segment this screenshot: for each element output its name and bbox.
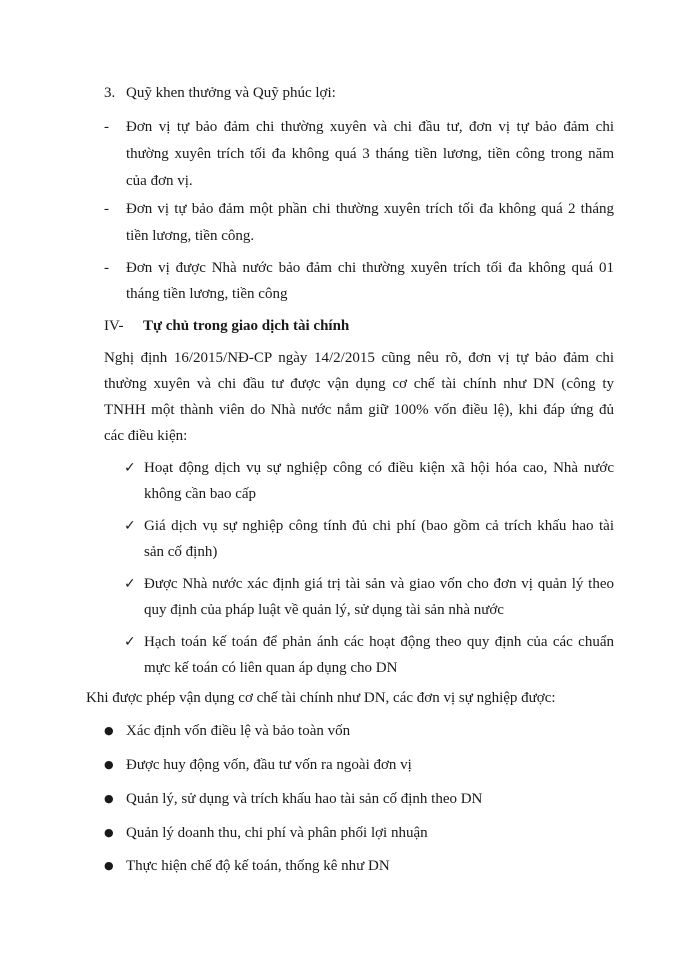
dash-item-2-line-2: tiền lương, tiền công. <box>126 228 255 244</box>
check-item-4-line-2: mực kế toán có liên quan áp dụng cho DN <box>144 660 398 676</box>
lead-text: Khi được phép vận dụng cơ chế tài chính như DN, các đơn vị sự nghiệp được: <box>86 690 556 706</box>
bullet-icon: ● <box>104 758 114 771</box>
check-item-2-line-1: Giá dịch vụ sự nghiệp công tính đủ chi phí (bao gồm cả trích khấu hao tài <box>144 518 614 534</box>
bullet-icon: ● <box>104 826 114 839</box>
bullet-icon: ● <box>104 724 114 737</box>
dash-item-1-line-3: của đơn vị. <box>126 173 193 189</box>
heading-4-number: IV- <box>104 318 124 334</box>
dash-item-3-line-2: tháng tiền lương, tiền công <box>126 286 288 302</box>
bullet-item-5: Thực hiện chế độ kế toán, thống kê như DN <box>126 858 390 874</box>
bullet-icon: ● <box>104 792 114 805</box>
bullet-item-2: Được huy động vốn, đầu tư vốn ra ngoài đơn vị <box>126 757 412 773</box>
checkmark-icon: ✓ <box>124 634 136 650</box>
dash-item-1-line-2: thường xuyên trích tối đa không quá 3 tháng tiền lương, tiền công trong năm <box>126 146 614 162</box>
dash-marker: - <box>104 260 109 276</box>
dash-item-1-line-1: Đơn vị tự bảo đảm chi thường xuyên và chi đầu tư, đơn vị tự bảo đảm chi <box>126 119 614 135</box>
bullet-item-4: Quản lý doanh thu, chi phí và phân phối lợi nhuận <box>126 825 428 841</box>
check-item-2-line-2: sản cố định) <box>144 544 218 560</box>
intro-line-3: TNHH một thành viên do Nhà nước nắm giữ 100% vốn điều lệ), khi đáp ứng đủ <box>104 402 614 418</box>
bullet-item-1: Xác định vốn điều lệ và bảo toàn vốn <box>126 723 351 739</box>
section-3-title: Quỹ khen thưởng và Quỹ phúc lợi: <box>126 85 336 101</box>
checkmark-icon: ✓ <box>124 576 136 592</box>
checkmark-icon: ✓ <box>124 460 136 476</box>
check-item-3-line-1: Được Nhà nước xác định giá trị tài sản và giao vốn cho đơn vị quản lý theo <box>144 576 614 592</box>
checkmark-icon: ✓ <box>124 518 136 534</box>
check-item-3-line-2: quy định của pháp luật về quản lý, sử dụng tài sản nhà nước <box>144 602 504 618</box>
dash-item-2-line-1: Đơn vị tự bảo đảm một phần chi thường xuyên trích tối đa không quá 2 tháng <box>126 201 614 217</box>
intro-line-2: thường xuyên và chi đầu tư được vận dụng cơ chế tài chính như DN (công ty <box>104 376 614 392</box>
check-item-1-line-2: không cần bao cấp <box>144 486 257 502</box>
dash-item-3-line-1: Đơn vị được Nhà nước bảo đảm chi thường xuyên trích tối đa không quá 01 <box>126 260 614 276</box>
section-3-number: 3. <box>104 85 116 101</box>
check-item-1-line-1: Hoạt động dịch vụ sự nghiệp công có điều kiện xã hội hóa cao, Nhà nước <box>144 460 614 476</box>
intro-line-1: Nghị định 16/2015/NĐ-CP ngày 14/2/2015 cũng nêu rõ, đơn vị tự bảo đảm chi <box>104 350 614 366</box>
heading-4-title: Tự chủ trong giao dịch tài chính <box>143 318 350 334</box>
check-item-4-line-1: Hạch toán kế toán để phản ánh các hoạt động theo quy định của các chuẩn <box>144 634 614 650</box>
intro-line-4: các điều kiện: <box>104 428 188 444</box>
bullet-icon: ● <box>104 859 114 872</box>
dash-marker: - <box>104 119 109 135</box>
dash-marker: - <box>104 201 109 217</box>
bullet-item-3: Quản lý, sử dụng và trích khấu hao tài sản cố định theo DN <box>126 791 483 807</box>
